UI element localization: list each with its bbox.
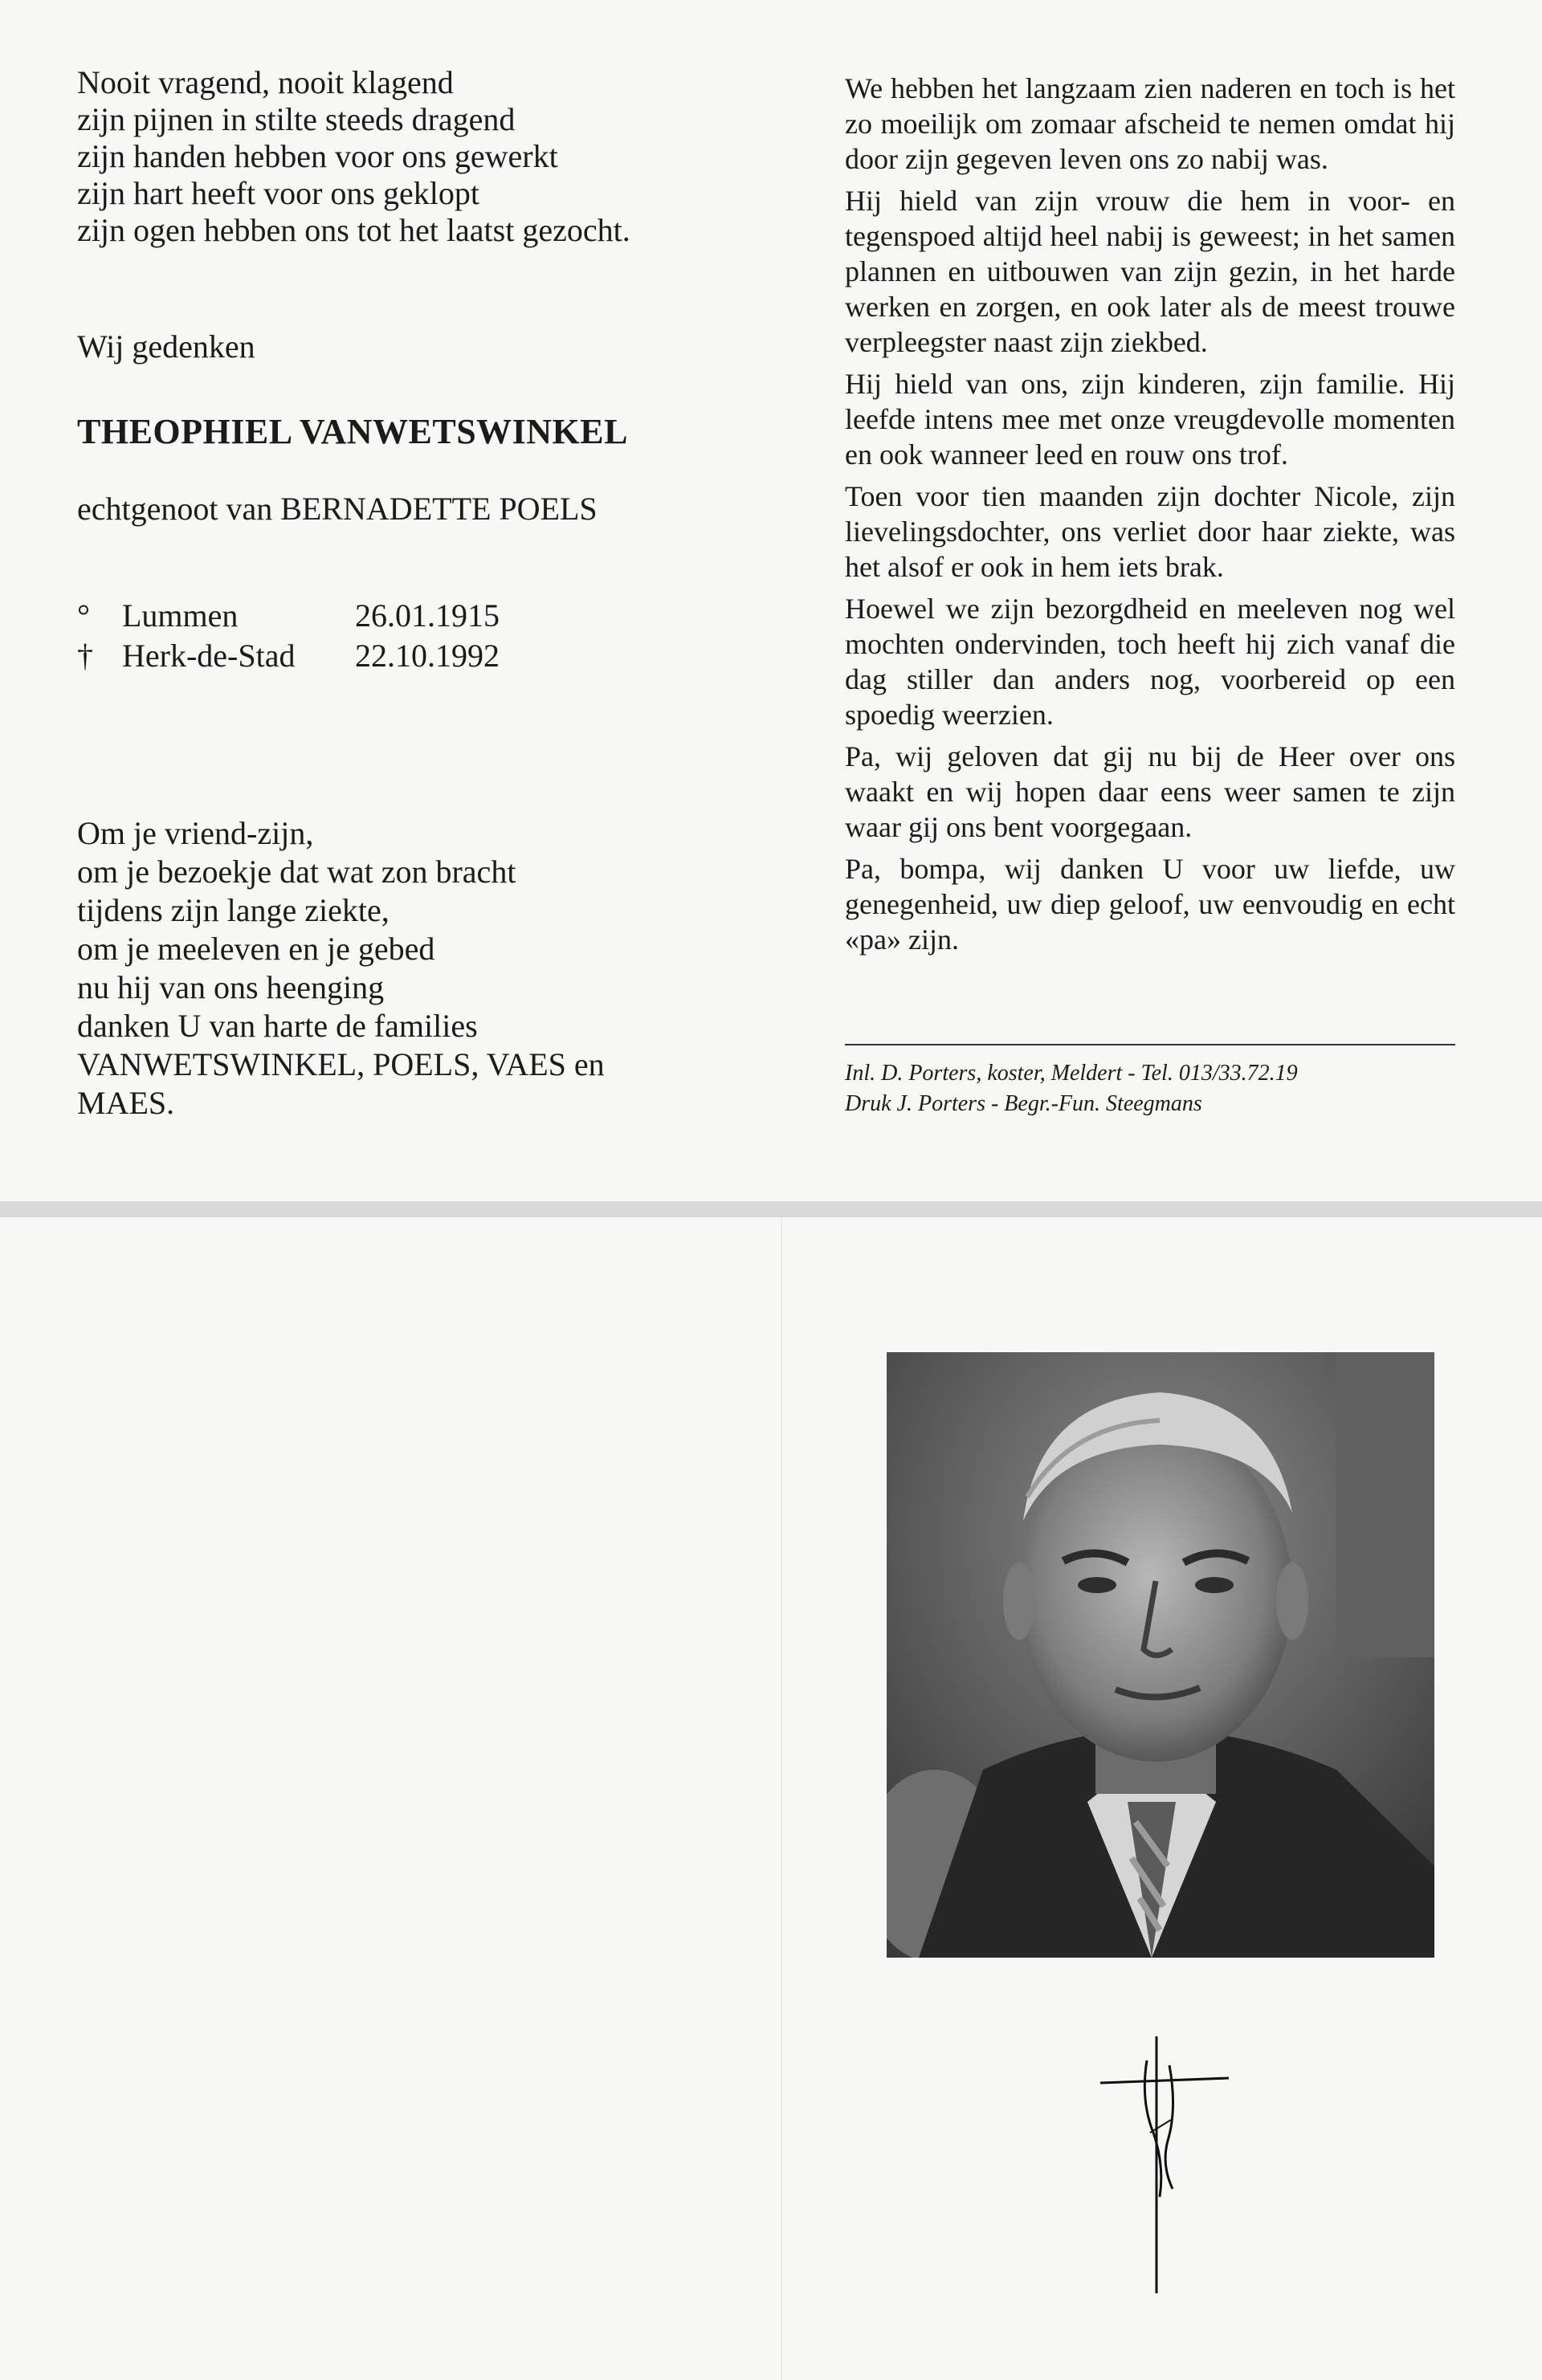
thanks-line: danken U van harte de families bbox=[77, 1008, 478, 1044]
tribute-paragraph: Hoewel we zijn bezorgdheid en meeleven nog wel mochten ondervinden, toch heeft hij zich vanaf die dag stiller dan anders nog, voorbereid op een spoedig weerzien. bbox=[845, 593, 1455, 731]
poem-line: Nooit vragend, nooit klagend bbox=[77, 64, 454, 100]
thanks-line: Om je vriend-zijn, bbox=[77, 815, 314, 851]
portrait-photo bbox=[887, 1352, 1434, 1958]
thanks-text bbox=[77, 814, 605, 1123]
tribute-paragraph: We hebben het langzaam zien naderen en toch is het zo moeilijk om zomaar afscheid te nemen omdat hij door zijn gegeven leven ons zo nabij was. bbox=[845, 72, 1455, 175]
printer-line-2: Druk J. Porters - Begr.-Fun. Steegmans bbox=[845, 1091, 1202, 1116]
death-place: Herk-de-Stad bbox=[122, 638, 296, 674]
poem-line: zijn handen hebben voor ons gewerkt bbox=[77, 138, 558, 174]
poem-line: zijn ogen hebben ons tot het laatst gezocht. bbox=[77, 212, 630, 248]
fold-line bbox=[781, 1217, 782, 2380]
tribute-paragraph: Hij hield van zijn vrouw die hem in voor- en tegenspoed altijd heel nabij is geweest; in het samen plannen en uitbouwen van zijn gezin, in het harde werken en zorgen, en ook later als de meest trouwe verpleegster naast zijn ziekbed. bbox=[845, 185, 1455, 358]
thanks-line: MAES. bbox=[77, 1085, 175, 1121]
cross-icon bbox=[1100, 2036, 1229, 2293]
birth-date: 26.01.1915 bbox=[355, 597, 500, 634]
thanks-line: om je meeleven en je gebed bbox=[77, 931, 435, 967]
thanks-line: VANWETSWINKEL, POELS, VAES en bbox=[77, 1046, 605, 1082]
tribute-paragraph: Pa, bompa, wij danken U voor uw liefde, uw genegenheid, uw diep geloof, uw eenvoudig en echt «pa» zijn. bbox=[845, 853, 1455, 956]
printer-credits bbox=[845, 1058, 1298, 1119]
tribute-paragraph: Hij hield van ons, zijn kinderen, zijn familie. Hij leefde intens mee met onze vreugdevolle momenten en ook wanneer leed en rouw ons trof. bbox=[845, 368, 1455, 471]
spouse-line: echtgenoot van BERNADETTE POELS bbox=[77, 491, 598, 527]
thanks-line: nu hij van ons heenging bbox=[77, 969, 385, 1005]
poem-line: zijn hart heeft voor ons geklopt bbox=[77, 175, 479, 211]
printer-line-1: Inl. D. Porters, koster, Meldert - Tel. 013/33.72.19 bbox=[845, 1061, 1298, 1086]
birth-row bbox=[77, 596, 500, 636]
tribute-paragraph: Toen voor tien maanden zijn dochter Nicole, zijn lievelingsdochter, ons verliet door haar ziekte, was het alsof er ook in hem iets brak. bbox=[845, 480, 1455, 583]
deceased-name: THEOPHIEL VANWETSWINKEL bbox=[77, 412, 628, 451]
death-symbol: † bbox=[77, 638, 93, 674]
memorial-card-outside bbox=[0, 1217, 1542, 2380]
death-date: 22.10.1992 bbox=[355, 638, 500, 674]
birth-place: Lummen bbox=[122, 597, 239, 634]
death-row bbox=[77, 636, 500, 676]
birth-symbol: ° bbox=[77, 597, 90, 634]
thanks-line: tijdens zijn lange ziekte, bbox=[77, 892, 390, 928]
thanks-line: om je bezoekje dat wat zon bracht bbox=[77, 854, 516, 890]
tribute-text bbox=[845, 71, 1455, 964]
poem bbox=[77, 64, 630, 249]
poem-line: zijn pijnen in stilte steeds dragend bbox=[77, 101, 516, 137]
tribute-paragraph: Pa, wij geloven dat gij nu bij de Heer over ons waakt en wij hopen daar eens weer samen te zijn waar gij ons bent voorgegaan. bbox=[845, 740, 1455, 843]
intro-text: Wij gedenken bbox=[77, 328, 255, 365]
divider bbox=[845, 1044, 1455, 1045]
life-dates bbox=[77, 596, 500, 676]
